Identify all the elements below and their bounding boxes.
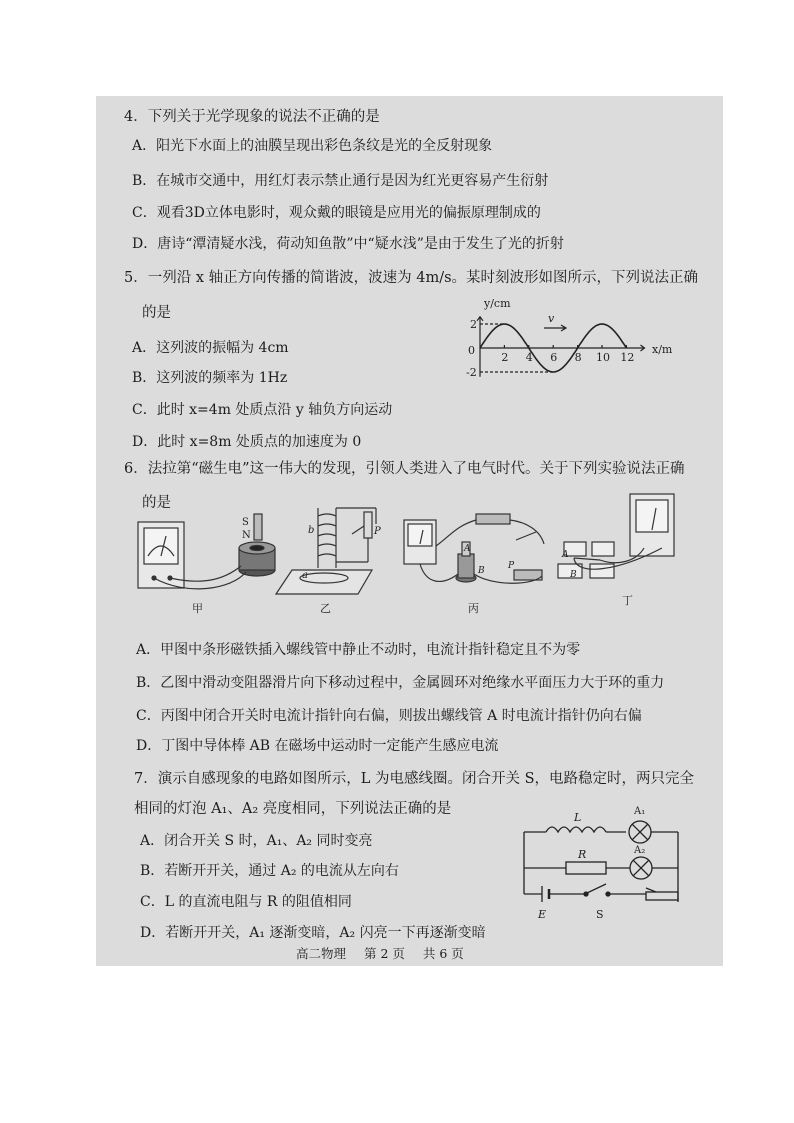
q6-stem-cont: 的是 (142, 495, 171, 511)
x-tick-label: 2 (501, 351, 509, 364)
q7-option-d: D．若断开开关，A₁ 逐渐变暗，A₂ 闪亮一下再逐渐变暗 (140, 925, 486, 941)
caption-jia: 甲 (192, 602, 203, 615)
q6-option-d: D．丁图中导体棒 AB 在磁场中运动时一定能产生感应电流 (136, 738, 499, 754)
caption-bing: 丙 (468, 602, 479, 615)
q5-option-b: B．这列波的频率为 1Hz (132, 370, 288, 386)
q6-option-c: C．丙图中闭合开关时电流计指针向右偏，则拔出螺线管 A 时电流计指针仍向右偏 (136, 708, 642, 724)
yi-b-label: b (308, 525, 315, 536)
magnet-s-label: S (242, 517, 249, 528)
circuit-a1-label: A₁ (634, 806, 646, 817)
q4-option-b: B．在城市交通中，用红灯表示禁止通行是因为红光更容易产生衍射 (132, 173, 549, 189)
q4-stem: 4．下列关于光学现象的说法不正确的是 (124, 109, 380, 125)
q7-option-b: B．若断开开关，通过 A₂ 的电流从左向右 (140, 863, 399, 879)
x-tick-label: 8 (574, 351, 582, 364)
wave-x-label: x/m (652, 343, 673, 356)
ding-a-label: A (562, 550, 569, 560)
ding-b-label: B (570, 570, 577, 580)
bing-a-label: A (464, 544, 471, 554)
q5-option-a: A．这列波的振幅为 4cm (132, 340, 289, 356)
q7-stem-cont: 相同的灯泡 A₁、A₂ 亮度相同，下列说法正确的是 (134, 801, 452, 817)
q5-option-d: D．此时 x=8m 处质点的加速度为 0 (132, 434, 362, 450)
q7-stem: 7．演示自感现象的电路如图所示，L 为电感线圈。闭合开关 S，电路稳定时，两只完全 (134, 771, 695, 787)
page-footer (296, 944, 478, 962)
x-tick-label: 12 (620, 351, 635, 364)
footer-subject: 高二物理 (296, 946, 347, 961)
wave-origin-label: 0 (468, 344, 475, 357)
bing-p-label: P (508, 561, 515, 571)
y-tick-label: 2 (470, 318, 477, 331)
q4-option-a: A．阳光下水面上的油膜呈现出彩色条纹是光的全反射现象 (132, 138, 493, 154)
q7-option-c: C．L 的直流电阻与 R 的阻值相同 (140, 894, 352, 910)
exam-page (96, 96, 723, 966)
footer-total: 共 6 页 (422, 946, 464, 961)
footer-page: 第 2 页 (364, 946, 405, 961)
yi-a-label: a (302, 570, 308, 581)
q5-stem-cont: 的是 (142, 305, 171, 321)
q7-option-a: A．闭合开关 S 时，A₁、A₂ 同时变亮 (140, 833, 373, 849)
x-tick-label: 10 (596, 351, 610, 364)
q6-option-b: B．乙图中滑动变阻器滑片向下移动过程中，金属圆环对绝缘水平面压力大于环的重力 (136, 675, 665, 691)
q6-option-a: A．甲图中条形磁铁插入螺线管中静止不动时，电流计指针稳定且不为零 (136, 642, 581, 658)
q7-circuit (96, 96, 723, 966)
q5-stem: 5．一列沿 x 轴正方向传播的简谐波，波速为 4m/s。某时刻波形如图所示，下列说法正确 (124, 270, 699, 286)
caption-ding: 丁 (622, 594, 633, 607)
circuit-e-label: E (538, 908, 547, 921)
q6-stem: 6．法拉第“磁生电”这一伟大的发现，引领人类进入了电气时代。关于下列实验说法正确 (124, 461, 685, 477)
yi-p-label: P (374, 526, 381, 537)
x-tick-label: 4 (525, 351, 533, 364)
circuit-s-label: S (596, 908, 604, 921)
q4-option-d: D．唐诗“潭清疑水浅，荷动知鱼散”中“疑水浅”是由于发生了光的折射 (132, 236, 564, 252)
wave-v-label: v (548, 312, 555, 325)
circuit-a2-label: A₂ (634, 845, 646, 856)
q5-option-c: C．此时 x=4m 处质点沿 y 轴负方向运动 (132, 402, 393, 418)
circuit-r-label: R (578, 848, 587, 861)
circuit-l-label: L (574, 811, 582, 824)
x-tick-label: 6 (550, 351, 558, 364)
magnet-n-label: N (242, 530, 251, 541)
bing-b-label: B (478, 566, 485, 576)
q4-option-c: C．观看3D立体电影时，观众戴的眼镜是应用光的偏振原理制成的 (132, 205, 541, 221)
wave-y-label: y/cm (484, 297, 511, 310)
y-tick-label: -2 (466, 366, 477, 379)
caption-yi: 乙 (320, 602, 331, 615)
